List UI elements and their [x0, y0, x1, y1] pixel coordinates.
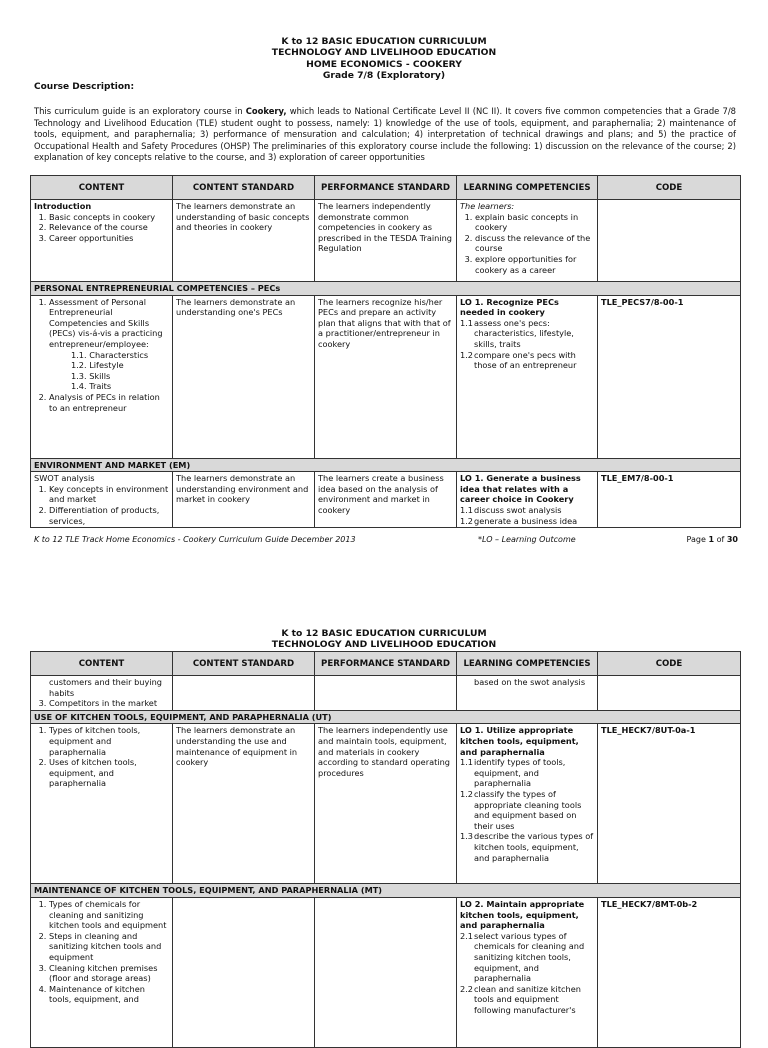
learning-competencies-cell — [457, 897, 598, 1047]
section-row — [31, 710, 741, 724]
competency-item: 1.1 assess one's pecs: characteristics, lifestyle, skills, traits — [460, 317, 574, 349]
section-pecs: PERSONAL ENTREPRENEURIAL COMPETENCIES – PECs — [31, 282, 741, 296]
content-cell — [31, 295, 173, 458]
competency-item: 2.2 clean and sanitize kitchen tools and equipment following manufacturer's — [460, 983, 581, 1015]
page-2-header — [0, 628, 768, 651]
cd-bold: Cookery, — [245, 106, 287, 116]
learning-competencies-cell — [457, 200, 598, 282]
list-item: 2. discuss the relevance of the course — [475, 233, 594, 254]
content-cell — [31, 897, 173, 1047]
list-item: 1. Types of chemicals for cleaning and sanitizing kitchen tools and equipment — [49, 899, 169, 931]
header-line: HOME ECONOMICS - COOKERY — [306, 58, 462, 70]
list-item: 2. Steps in cleaning and sanitizing kitchen tools and equipment — [49, 931, 169, 963]
section-em: ENVIRONMENT AND MARKET (EM) — [31, 458, 741, 472]
header-line: K to 12 BASIC EDUCATION CURRICULUM — [281, 36, 487, 47]
content-standard-cell: The learners demonstrate an understanding of basic concepts and theories in cookery — [173, 200, 315, 282]
course-description-text — [34, 106, 736, 164]
table-row — [31, 897, 741, 1047]
table-row — [31, 724, 741, 884]
col-code: CODE — [598, 652, 741, 676]
sub-list-item: 1.2. Lifestyle — [71, 360, 124, 371]
list-item: 3. Competitors in the market — [49, 698, 169, 709]
competency-item: 1.1 identify types of tools, equipment, and paraphernalia — [460, 757, 566, 789]
sub-list-item: 1.4. Traits — [71, 381, 112, 392]
content-standard-cell — [173, 897, 315, 1047]
learning-competencies-cell — [457, 472, 598, 528]
list-item: 2. Relevance of the course — [49, 222, 169, 233]
competency-item: 1.2 classify the types of appropriate cleaning tools and equipment based on their uses — [460, 788, 582, 831]
section-ut: USE OF KITCHEN TOOLS, EQUIPMENT, AND PARAPHERNALIA (UT) — [31, 710, 741, 724]
learning-outcome: LO 1. Recognize PECs needed in cookery — [460, 296, 559, 318]
list-item: 3. Cleaning kitchen premises (floor and storage areas) — [49, 963, 169, 984]
list-item: 1. Basic concepts in cookery — [49, 212, 169, 223]
competency-item: 1.2 compare one's pecs with those of an entrepreneur — [460, 349, 577, 371]
section-row — [31, 458, 741, 472]
footer-note: *LO – Learning Outcome — [478, 535, 576, 544]
curriculum-table-page-2 — [30, 651, 741, 1048]
sub-list-item: 1.1. Characterstics — [71, 349, 149, 360]
code-cell: TLE_HECK7/8UT-0a-1 — [598, 724, 741, 884]
cd-post: which leads to National Certificate Level II (NC II). It covers five common competencies that a Grade 7/8 Technology and Livelihood Education (TLE) student ought to possess, namely: 1) knowledge of the use of tools, equipment, and paraphernalia; 2) maintenance of tools, equipment, and paraphernalia; 3) performance of mensuration and calculation; 4) interpretation of technical drawings and plans; and 5) the practice of Occupational Health and Safety Procedures (OHSP) The preliminaries of this exploratory course include the following: 1) discussion on the relevance of the course; 2) explanation of key concepts relative to the course, and 3) exploration of career opportunities — [34, 106, 736, 162]
sub-list-item: 1.3. Skills — [71, 370, 111, 381]
section-mt: MAINTENANCE OF KITCHEN TOOLS, EQUIPMENT, AND PARAPHERNALIA (MT) — [31, 884, 741, 898]
learning-competencies-cell — [457, 724, 598, 884]
list-item: 2. Uses of kitchen tools, equipment, and paraphernalia — [49, 757, 169, 789]
list-item: 1. Types of kitchen tools, equipment and paraphernalia — [49, 725, 169, 757]
list-item: 1. explain basic concepts in cookery — [475, 212, 594, 233]
list-item: 2. Differentiation of products, services, — [49, 505, 169, 526]
content-standard-cell — [173, 676, 315, 711]
header-line: TECHNOLOGY AND LIVELIHOOD EDUCATION — [271, 47, 497, 59]
col-content-standard: CONTENT STANDARD — [173, 652, 315, 676]
list-item: 3. Career opportunities — [49, 233, 169, 244]
header-line: TECHNOLOGY AND LIVELIHOOD EDUCATION — [271, 639, 497, 651]
col-content: CONTENT — [31, 176, 173, 200]
learning-outcome: LO 1. Utilize appropriate kitchen tools, equipment, and paraphernalia — [460, 725, 579, 757]
learning-outcome: LO 1. Generate a business idea that relates with a career choice in Cookery — [460, 473, 581, 505]
list-item: 4. Maintenance of kitchen tools, equipment, and — [49, 984, 169, 1005]
table-row — [31, 676, 741, 711]
list-item: 2. Analysis of PECs in relation to an entrepreneur — [49, 392, 169, 413]
performance-standard-cell: The learners independently use and maintain tools, equipment, and materials in cookery according to standard operating procedures — [315, 724, 457, 884]
learning-competencies-cell — [457, 676, 598, 711]
learning-outcome: LO 2. Maintain appropriate kitchen tools, equipment, and paraphernalia — [460, 898, 585, 931]
col-performance-standard: PERFORMANCE STANDARD — [315, 176, 457, 200]
col-learning-competencies: LEARNING COMPETENCIES — [457, 176, 598, 200]
intro-title: Introduction — [34, 201, 92, 211]
code-cell — [598, 676, 741, 711]
col-code: CODE — [598, 176, 741, 200]
performance-standard-cell: The learners recognize his/her PECs and prepare an activity plan that aligns that with that of a practitioner/entrepreneur in cookery — [315, 295, 457, 458]
table-row — [31, 200, 741, 282]
header-row — [31, 176, 741, 200]
table-row — [31, 295, 741, 458]
code-cell: TLE_HECK7/8MT-0b-2 — [598, 897, 741, 1047]
list-item: 1. Assessment of Personal Entrepreneurial Competencies and Skills (PECs) vis-á-vis a practicing entrepreneur/employee: 1.1. Characterstics 1.2. Lifestyle 1.3. Skills 1.4. Traits — [49, 297, 169, 392]
em-lead: SWOT analysis — [34, 473, 95, 484]
header-line: Grade 7/8 (Exploratory) — [322, 69, 446, 81]
code-cell — [598, 200, 741, 282]
content-cell — [31, 472, 173, 528]
col-learning-competencies: LEARNING COMPETENCIES — [457, 652, 598, 676]
cd-pre: This curriculum guide is an exploratory course in — [34, 106, 246, 116]
performance-standard-cell: The learners create a business idea based on the analysis of environment and market in cookery — [315, 472, 457, 528]
content-cell — [31, 676, 173, 711]
competency-item: 1.2 generate a business idea — [460, 515, 578, 526]
content-standard-cell: The learners demonstrate an understanding the use and maintenance of equipment in cookery — [173, 724, 315, 884]
code-cell: TLE_PECS7/8-00-1 — [598, 295, 741, 458]
page-2 — [0, 560, 768, 1024]
performance-standard-cell — [315, 897, 457, 1047]
competency-item: 1.3 describe the various types of kitchen tools, equipment, and paraphernalia — [460, 831, 594, 863]
competency-item: 1.1 discuss swot analysis — [460, 504, 562, 515]
content-standard-cell: The learners demonstrate an understanding environment and market in cookery — [173, 472, 315, 528]
footer-title: K to 12 TLE Track Home Economics - Cookery Curriculum Guide December 2013 — [34, 535, 356, 544]
col-performance-standard: PERFORMANCE STANDARD — [315, 652, 457, 676]
content-standard-cell: The learners demonstrate an understanding one's PECs — [173, 295, 315, 458]
continued-text: based on the swot analysis — [474, 677, 586, 687]
page-1-header — [0, 36, 768, 81]
header-row — [31, 652, 741, 676]
table-row — [31, 472, 741, 528]
lc-intro: The learners: — [460, 201, 515, 211]
section-row — [31, 884, 741, 898]
list-item: 1. Key concepts in environment and market — [49, 484, 169, 505]
content-cell — [31, 724, 173, 884]
learning-competencies-cell — [457, 295, 598, 458]
competency-item: 2.1 select various types of chemicals for cleaning and sanitizing kitchen tools, equipment, and paraphernalia — [460, 930, 585, 984]
performance-standard-cell: The learners independently demonstrate common competencies in cookery as prescribed in the TESDA Training Regulation — [315, 200, 457, 282]
section-row — [31, 282, 741, 296]
content-cell — [31, 200, 173, 282]
col-content: CONTENT — [31, 652, 173, 676]
curriculum-table-page-1 — [30, 175, 741, 528]
header-line: K to 12 BASIC EDUCATION CURRICULUM — [281, 628, 487, 639]
col-content-standard: CONTENT STANDARD — [173, 176, 315, 200]
continued-text: customers and their buying habits — [49, 677, 163, 698]
list-item: 3. explore opportunities for cookery as a career — [475, 254, 594, 275]
code-cell: TLE_EM7/8-00-1 — [598, 472, 741, 528]
page-number: Page 1 of 30 — [686, 535, 738, 544]
performance-standard-cell — [315, 676, 457, 711]
course-description-label: Course Description: — [34, 82, 135, 92]
